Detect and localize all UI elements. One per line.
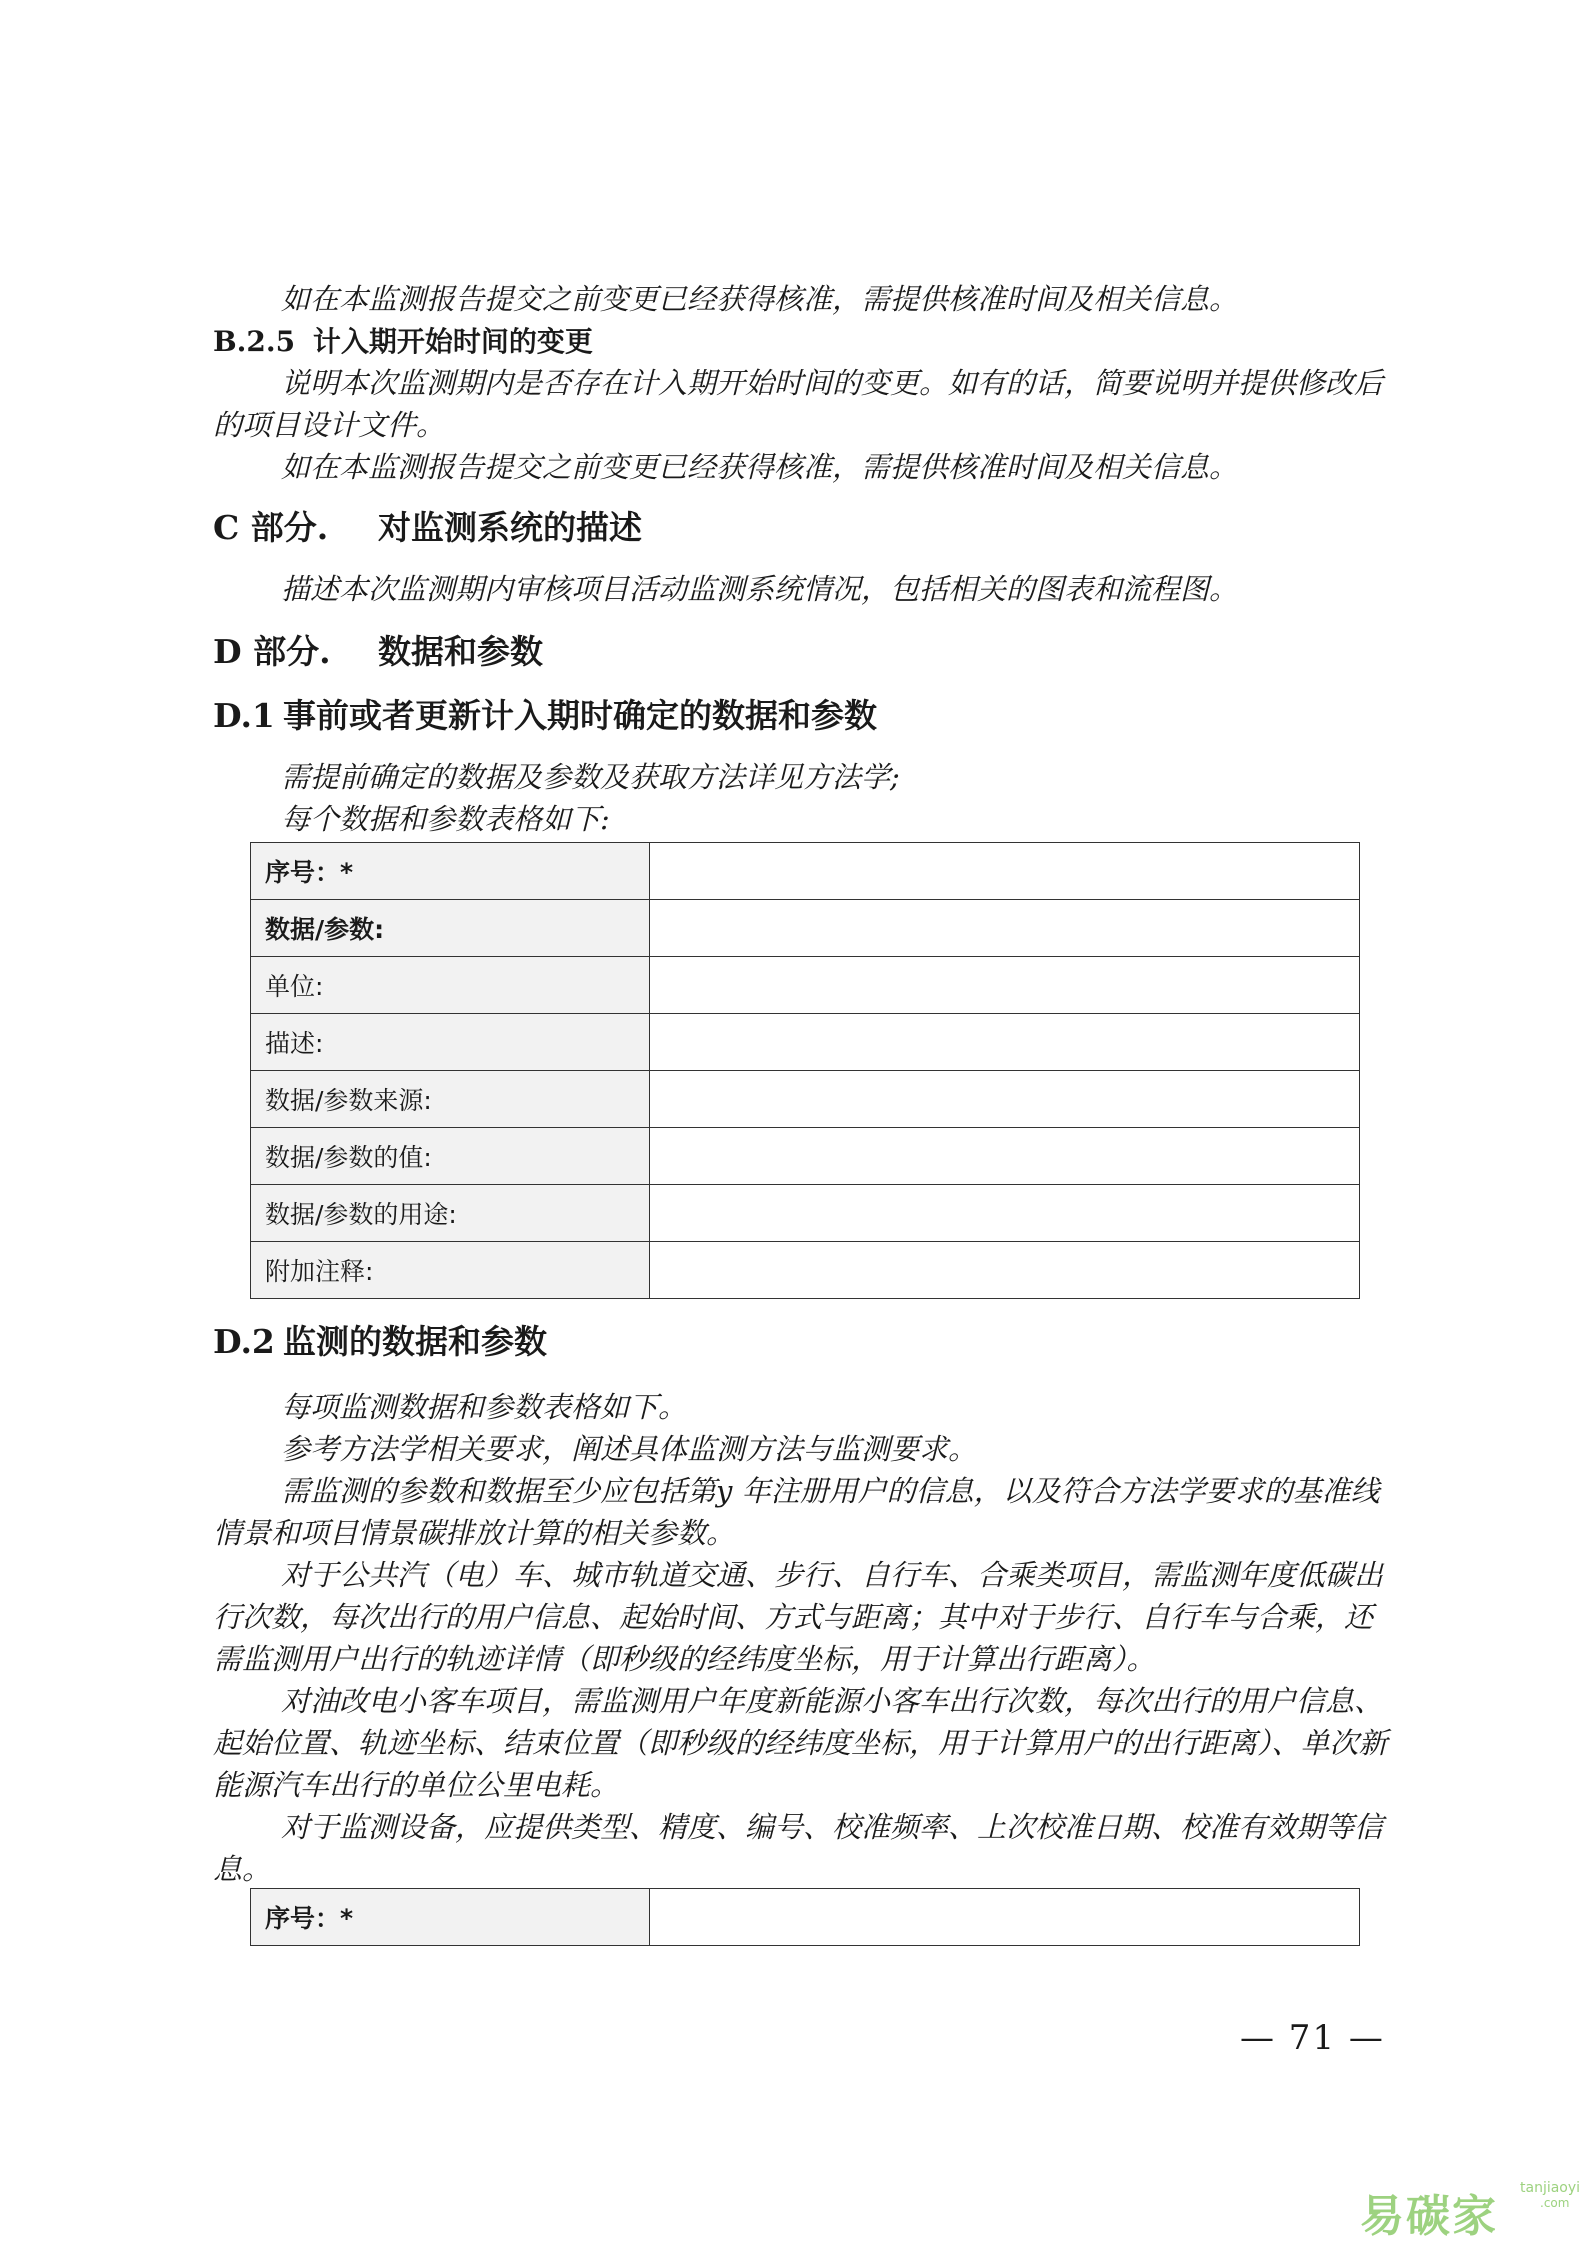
- table-label-cell: 序号：*: [251, 843, 650, 900]
- b25-title: 计入期开始时间的变更: [312, 325, 593, 358]
- d2-number: D.2: [213, 1322, 275, 1361]
- table-value-cell[interactable]: [650, 843, 1360, 900]
- section-c-title: 对监测系统的描述: [378, 508, 642, 547]
- table-row: [251, 1071, 1360, 1128]
- table-row: [251, 1128, 1360, 1185]
- table-label-cell: 数据/参数的值:: [251, 1128, 650, 1185]
- table-row: [251, 900, 1360, 957]
- b25-heading: [213, 322, 593, 362]
- table-label-cell: 序号：*: [251, 1889, 650, 1946]
- section-c-heading: [213, 506, 642, 550]
- d1-parameter-table: [250, 842, 1360, 1299]
- watermark-logo: [1360, 2170, 1585, 2240]
- table-label-cell: 描述:: [251, 1014, 650, 1071]
- table-label-cell: 单位:: [251, 957, 650, 1014]
- d2-paragraph-6: 对于监测设备，应提供类型、精度、编号、校准频率、上次校准日期、校准有效期等信息。: [213, 1810, 1384, 1886]
- d2-paragraph-3: 需监测的参数和数据至少应包括第y 年注册用户的信息，以及符合方法学要求的基准线情景和项目情景碳排放计算的相关参数。: [213, 1474, 1380, 1550]
- b24-tail-paragraph: 如在本监测报告提交之前变更已经获得核准，需提供核准时间及相关信息。: [281, 282, 1239, 316]
- table-label-cell: 附加注释:: [251, 1242, 650, 1299]
- section-d-heading: [213, 630, 543, 674]
- watermark-domain: tanjiaoyi: [1520, 2180, 1581, 2196]
- section-d-number: D 部分.: [213, 632, 331, 671]
- d2-paragraph-2: 参考方法学相关要求，阐述具体监测方法与监测要求。: [281, 1432, 978, 1466]
- d1-title: 事前或者更新计入期时确定的数据和参数: [283, 696, 877, 735]
- d1-number: D.1: [213, 696, 275, 735]
- table-row: [251, 1014, 1360, 1071]
- watermark-text: 易碳家: [1360, 2191, 1498, 2242]
- watermark-domain-suffix: .com: [1540, 2196, 1570, 2210]
- table-value-cell[interactable]: [650, 1014, 1360, 1071]
- table-label-cell: 数据/参数的用途:: [251, 1185, 650, 1242]
- d2-title: 监测的数据和参数: [283, 1322, 547, 1361]
- d2-paragraph-5: 对油改电小客车项目，需监测用户年度新能源小客车出行次数，每次出行的用户信息、起始位置、轨迹坐标、结束位置（即秒级的经纬度坐标，用于计算用户的出行距离）、单次新能源汽车出行的单位公里电耗。: [213, 1684, 1388, 1802]
- b25-number: B.2.5: [213, 325, 296, 358]
- b25-paragraph-1: 说明本次监测期内是否存在计入期开始时间的变更。如有的话，简要说明并提供修改后的项目设计文件。: [213, 366, 1384, 442]
- d1-paragraph-1: 需提前确定的数据及参数及获取方法详见方法学;: [281, 760, 900, 794]
- section-d-title: 数据和参数: [378, 632, 543, 671]
- d2-parameter-table: [250, 1888, 1360, 1946]
- table-value-cell[interactable]: [650, 1242, 1360, 1299]
- table-row: [251, 1242, 1360, 1299]
- table-value-cell[interactable]: [650, 1185, 1360, 1242]
- table-value-cell[interactable]: [650, 900, 1360, 957]
- d2-heading: [213, 1320, 547, 1364]
- d2-paragraph-1: 每项监测数据和参数表格如下。: [281, 1390, 688, 1424]
- table-row: [251, 1185, 1360, 1242]
- d1-paragraph-2: 每个数据和参数表格如下:: [281, 802, 610, 836]
- table-value-cell[interactable]: [650, 1889, 1360, 1946]
- table-row: [251, 1889, 1360, 1946]
- b25-paragraph-2: 如在本监测报告提交之前变更已经获得核准，需提供核准时间及相关信息。: [281, 450, 1239, 484]
- d2-paragraph-4: 对于公共汽（电）车、城市轨道交通、步行、自行车、合乘类项目，需监测年度低碳出行次数，每次出行的用户信息、起始时间、方式与距离；其中对于步行、自行车与合乘，还需监测用户出行的轨迹详情（即秒级的经纬度坐标，用于计算出行距离）。: [213, 1558, 1384, 1676]
- d1-heading: [213, 694, 877, 738]
- table-label-cell: 数据/参数:: [251, 900, 650, 957]
- table-value-cell[interactable]: [650, 1071, 1360, 1128]
- table-row: [251, 957, 1360, 1014]
- table-value-cell[interactable]: [650, 1128, 1360, 1185]
- section-c-paragraph: 描述本次监测期内审核项目活动监测系统情况，包括相关的图表和流程图。: [281, 572, 1239, 606]
- page-number: — 71 —: [1240, 2018, 1385, 2058]
- table-label-cell: 数据/参数来源:: [251, 1071, 650, 1128]
- section-c-number: C 部分.: [213, 508, 329, 547]
- table-row: [251, 843, 1360, 900]
- table-value-cell[interactable]: [650, 957, 1360, 1014]
